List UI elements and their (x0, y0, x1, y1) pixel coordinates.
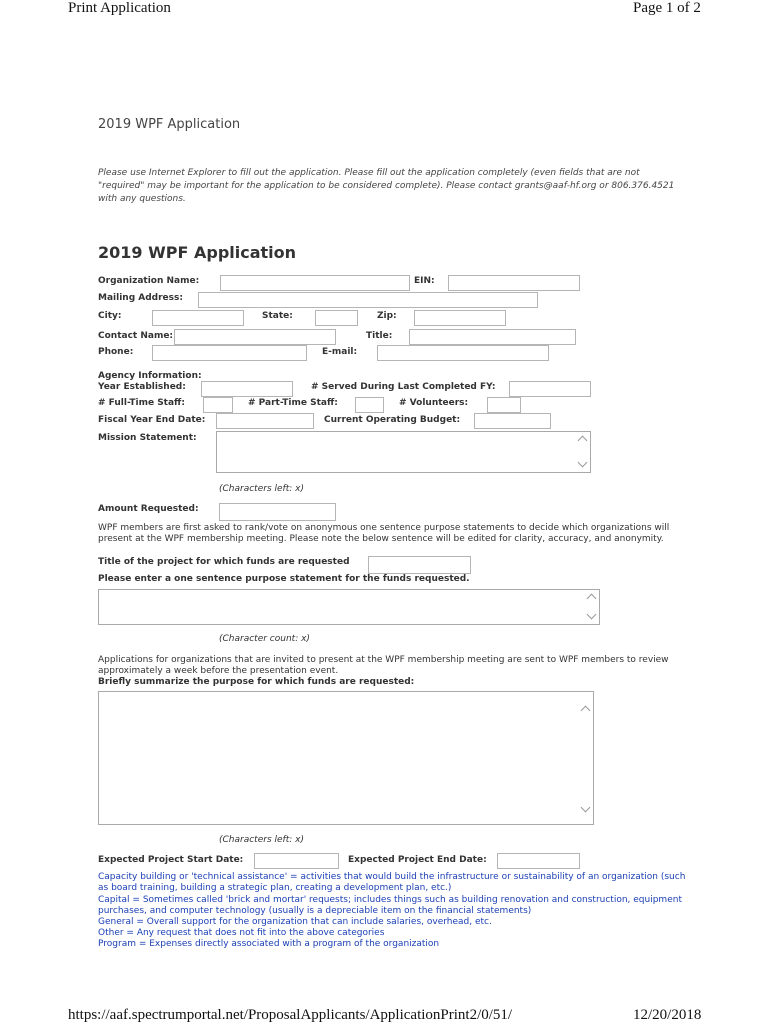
intro-text: Please use Internet Explorer to fill out the application. Please fill out the application completely (even fields that are not "required" may be important for the application to be considered complete). Please contact grants@aaf-hf.org or 806.376.4521 with any questions. (98, 168, 675, 204)
mission-statement-textarea[interactable] (216, 431, 591, 473)
scroll-up-icon[interactable] (578, 436, 588, 446)
page-number: Page 1 of 2 (633, 0, 701, 16)
operating-budget-label: Current Operating Budget: (324, 415, 461, 425)
year-established-label: Year Established: (98, 382, 186, 392)
definition-capital: Capital = Sometimes called 'brick and mortar' requests; includes things such as building renovation and construction, equipment purchases, and computer technology (usually is a depreciable item on the financial statements) (98, 895, 682, 917)
state-label: State: (262, 311, 293, 321)
scroll-down-icon[interactable] (587, 610, 597, 620)
scroll-up-icon[interactable] (587, 594, 597, 604)
definition-other: Other = Any request that does not fit into the above categories (98, 928, 385, 938)
purpose-statement-textarea[interactable] (98, 589, 600, 625)
purpose-statement-label: Please enter a one sentence purpose statement for the funds requested. (98, 574, 470, 584)
print-date: 12/20/2018 (633, 1007, 702, 1023)
ein-input[interactable] (448, 275, 580, 291)
scrollbar[interactable] (576, 433, 589, 471)
city-input[interactable] (152, 310, 244, 326)
scroll-down-icon[interactable] (581, 803, 591, 813)
email-label: E-mail: (322, 347, 358, 357)
ein-label: EIN: (414, 276, 435, 286)
agency-info-heading: Agency Information: (98, 371, 202, 381)
title-label: Title: (366, 331, 393, 341)
summary-textarea[interactable] (98, 691, 594, 825)
start-date-input[interactable] (254, 853, 339, 869)
mailing-address-input[interactable] (198, 292, 538, 308)
fulltime-staff-input[interactable] (203, 397, 233, 413)
form-title: 2019 WPF Application (98, 243, 297, 262)
email-input[interactable] (377, 345, 549, 361)
parttime-staff-label: # Part-Time Staff: (248, 398, 338, 408)
org-name-input[interactable] (220, 275, 410, 291)
phone-input[interactable] (152, 345, 307, 361)
volunteers-input[interactable] (487, 397, 521, 413)
volunteers-label: # Volunteers: (399, 398, 469, 408)
amount-requested-input[interactable] (219, 503, 336, 521)
zip-input[interactable] (414, 310, 506, 326)
character-count-note: (Character count: x) (219, 634, 310, 644)
characters-left-note-2: (Characters left: x) (219, 835, 304, 845)
zip-label: Zip: (377, 311, 397, 321)
served-label: # Served During Last Completed FY: (311, 382, 496, 392)
summary-label: Briefly summarize the purpose for which funds are requested: (98, 677, 415, 687)
title-input[interactable] (409, 329, 576, 345)
mailing-address-label: Mailing Address: (98, 293, 183, 303)
year-established-input[interactable] (201, 381, 293, 397)
contact-name-label: Contact Name: (98, 331, 174, 341)
print-footer-url[interactable]: https://aaf.spectrumportal.net/ProposalApplicants/ApplicationPrint2/0/51/ (68, 1007, 513, 1023)
served-input[interactable] (509, 381, 591, 397)
amount-requested-label: Amount Requested: (98, 504, 199, 514)
scrollbar[interactable] (585, 591, 598, 623)
operating-budget-input[interactable] (474, 413, 551, 429)
definition-capacity: Capacity building or 'technical assistance' = activities that would build the infrastructure or sustainability of an organization (such as board training, building a strategic plan, creating a development plan, etc.) (98, 872, 686, 894)
definition-program: Program = Expenses directly associated with a program of the organization (98, 939, 440, 949)
end-date-input[interactable] (497, 853, 580, 869)
project-title-label: Title of the project for which funds are requested (98, 557, 350, 567)
scroll-up-icon[interactable] (581, 706, 591, 716)
end-date-label: Expected Project End Date: (348, 855, 487, 865)
start-date-label: Expected Project Start Date: (98, 855, 244, 865)
page-title: 2019 WPF Application (98, 117, 241, 132)
phone-label: Phone: (98, 347, 134, 357)
contact-name-input[interactable] (174, 329, 336, 345)
scrollbar[interactable] (579, 693, 592, 823)
applications-text: Applications for organizations that are invited to present at the WPF membership meeting are sent to WPF members to review approximately a week before the presentation event. (98, 655, 669, 676)
state-input[interactable] (315, 310, 358, 326)
mission-statement-label: Mission Statement: (98, 433, 197, 443)
definition-general: General = Overall support for the organization that can include salaries, overhead, etc. (98, 917, 492, 927)
scroll-down-icon[interactable] (578, 458, 588, 468)
project-title-input[interactable] (368, 556, 471, 574)
fulltime-staff-label: # Full-Time Staff: (98, 398, 185, 408)
parttime-staff-input[interactable] (355, 397, 384, 413)
wpf-instructions: WPF members are first asked to rank/vote on anonymous one sentence purpose statements to decide which organizations will present at the WPF membership meeting. Please note the below sentence will be edited for clarity, accuracy, and anonymity. (98, 523, 670, 544)
print-header-title: Print Application (68, 0, 171, 16)
fiscal-year-end-label: Fiscal Year End Date: (98, 415, 206, 425)
fiscal-year-end-input[interactable] (216, 413, 314, 429)
characters-left-note: (Characters left: x) (219, 484, 304, 494)
city-label: City: (98, 311, 122, 321)
org-name-label: Organization Name: (98, 276, 200, 286)
